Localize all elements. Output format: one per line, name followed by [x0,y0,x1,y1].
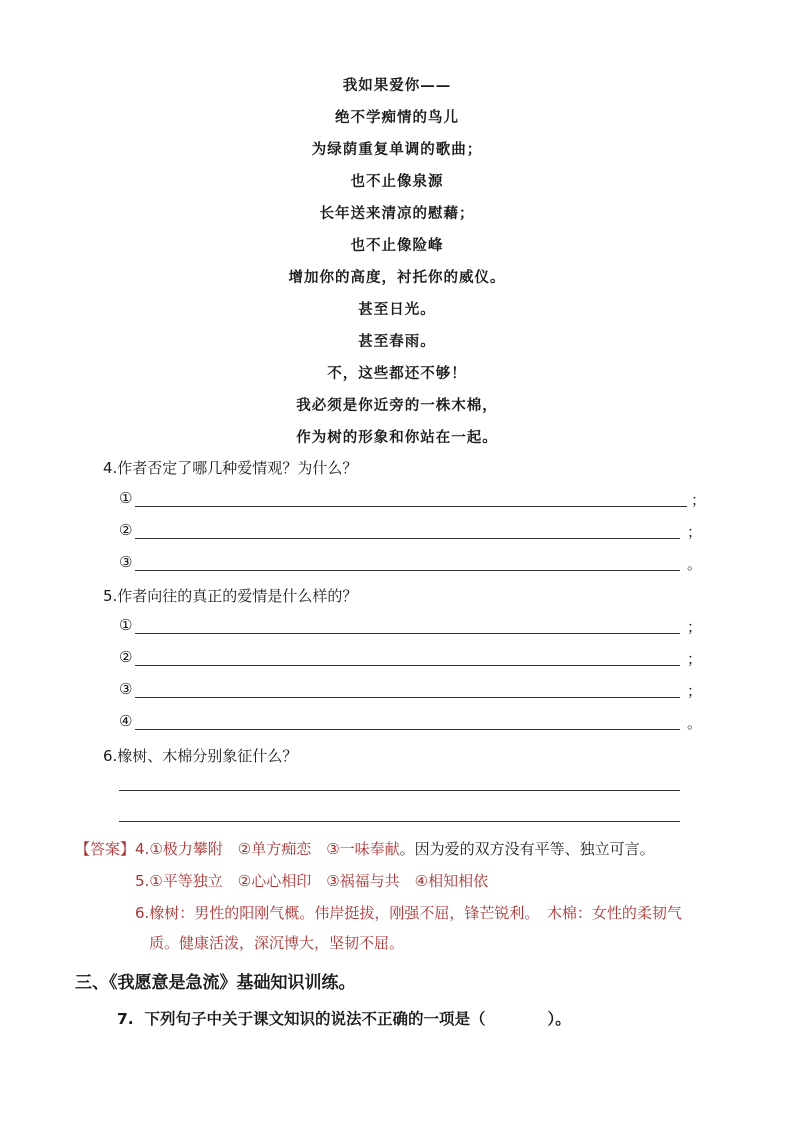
answer-label: 【答案】 [75,840,136,858]
poem-line: 甚至日光。 [358,301,436,318]
answer-line [135,538,680,539]
poem-line: 增加你的高度，衬托你的威仪。 [288,269,506,286]
answer-line [135,729,680,730]
row-punctuation: ； [687,650,703,668]
poem-line: 作为树的形象和你站在一起。 [296,429,498,446]
poem-line: 甚至春雨。 [358,333,436,350]
answer-line-4 [75,838,655,859]
row-punctuation: 。 [687,714,703,732]
row-punctuation: ； [687,618,703,636]
poem-line: 不，这些都还不够！ [327,365,467,382]
row-punctuation: ； [687,523,703,541]
question-5: 5.作者向往的真正的爱情是什么样的？ [103,587,358,605]
row-number: ① [119,489,133,507]
question-7: 7. 下列句子中关于课文知识的说法不正确的一项是（ ）。 [117,1010,571,1028]
poem-line: 也不止像险峰 [350,237,444,254]
answer-6-line2: 质。健康活泼，深沉博大，坚韧不屈。 [149,934,405,952]
answer-line [135,665,680,666]
row-punctuation: ； [687,682,703,700]
section-heading: 三、《我愿意是急流》基础知识训练。 [75,973,356,993]
poem-line: 也不止像泉源 [350,173,444,190]
answer-4-prefix: 4. [135,840,150,858]
answer-line [135,633,680,634]
row-number: ③ [119,680,133,698]
answer-line[interactable] [119,790,680,791]
row-number: ② [119,648,133,666]
row-number: ④ [119,712,133,730]
row-number: ① [119,616,133,634]
answer-line [135,506,687,507]
answer-6-line1: 6.橡树：男性的阳刚气概。伟岸挺拔，刚强不屈，锋芒锐利。 木棉：女性的柔韧气 [135,904,682,922]
row-punctuation: 。 [687,555,703,573]
poem-line: 我必须是你近旁的一株木棉， [296,397,498,414]
question-6: 6.橡树、木棉分别象征什么？ [103,747,298,765]
answer-4-items: ①极力攀附 ②单方痴恋 ③一味奉献 [149,840,400,858]
poem-line: 为绿荫重复单调的歌曲； [311,141,483,158]
row-number: ② [119,521,133,539]
answer-line [135,570,680,571]
row-number: ③ [119,553,133,571]
answer-5: 5.①平等独立 ②心心相印 ③祸福与共 ④相知相依 [135,872,489,890]
poem-line: 长年送来清凉的慰藉； [319,205,475,222]
answer-line [135,697,680,698]
answer-line[interactable] [119,821,680,822]
poem-line: 绝不学痴情的鸟儿 [335,109,459,126]
answer-4-reason: 。因为爱的双方没有平等、独立可言。 [399,840,655,858]
poem-line: 我如果爱你—— [342,77,452,94]
question-4: 4.作者否定了哪几种爱情观？为什么？ [103,459,358,477]
row-punctuation: ； [691,491,707,509]
